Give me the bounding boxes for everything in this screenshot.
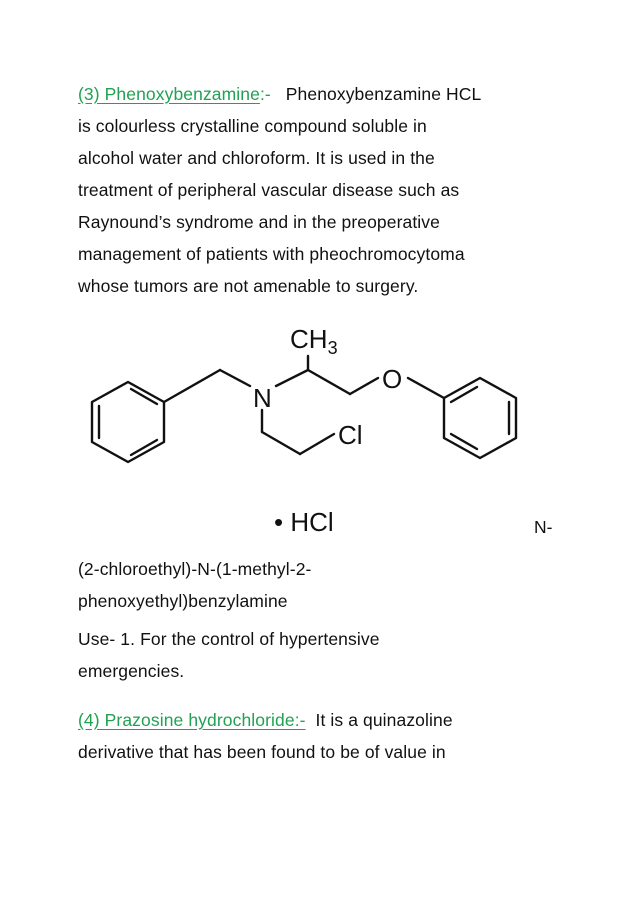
oxygen-ring-bond: [408, 378, 444, 398]
paragraph-line: alcohol water and chloroform. It is used in the: [78, 148, 435, 168]
prazosine-heading[interactable]: (4) Prazosine hydrochloride:-: [78, 710, 306, 730]
n-benzyl-bond: [220, 370, 250, 386]
iupac-line: phenoxyethyl)benzylamine: [78, 591, 288, 611]
use-line: emergencies.: [78, 661, 185, 681]
phenoxybenzamine-paragraph: [78, 78, 568, 302]
benzyl-bond: [164, 370, 220, 402]
iupac-name: [78, 553, 568, 617]
methine-methylene-bond: [308, 370, 350, 394]
chloro-label: Cl: [338, 420, 363, 450]
methylene-oxygen-bond: [350, 378, 378, 394]
prazosine-paragraph: [78, 704, 568, 768]
heading-separator: :-: [259, 84, 271, 104]
paragraph-text: It is a quinazoline: [315, 710, 453, 730]
hcl-salt-label: • HCl: [274, 507, 334, 537]
iupac-line: (2-chloroethyl)-N-(1-methyl-2-: [78, 559, 312, 579]
methyl-label: $CH_3$: [290, 324, 338, 358]
paragraph-line: Raynound’s syndrome and in the preoperative: [78, 212, 440, 232]
paragraph-line: derivative that has been found to be of value in: [78, 742, 446, 762]
phenoxybenzamine-heading[interactable]: (3) Phenoxybenzamine: [78, 84, 260, 104]
paragraph-line: [78, 78, 568, 110]
phenoxybenzamine-structure: [82, 318, 560, 540]
paragraph-line: whose tumors are not amenable to surgery.: [78, 276, 419, 296]
iupac-prefix: N-: [534, 517, 553, 537]
paragraph-line: [78, 704, 568, 736]
n-methine-bond: [276, 370, 308, 386]
paragraph-text: Phenoxybenzamine HCL: [285, 84, 482, 104]
structure-diagram: [82, 318, 560, 540]
nitrogen-label: N: [253, 383, 272, 413]
use-paragraph: [78, 623, 568, 687]
phenoxy-ring: [444, 378, 516, 458]
paragraph-line: treatment of peripheral vascular disease such as: [78, 180, 460, 200]
use-line: Use- 1. For the control of hypertensive: [78, 629, 380, 649]
oxygen-label: O: [382, 364, 403, 394]
paragraph-line: is colourless crystalline compound soluble in: [78, 116, 427, 136]
benzyl-ring: [92, 382, 164, 462]
paragraph-line: management of patients with pheochromocytoma: [78, 244, 465, 264]
